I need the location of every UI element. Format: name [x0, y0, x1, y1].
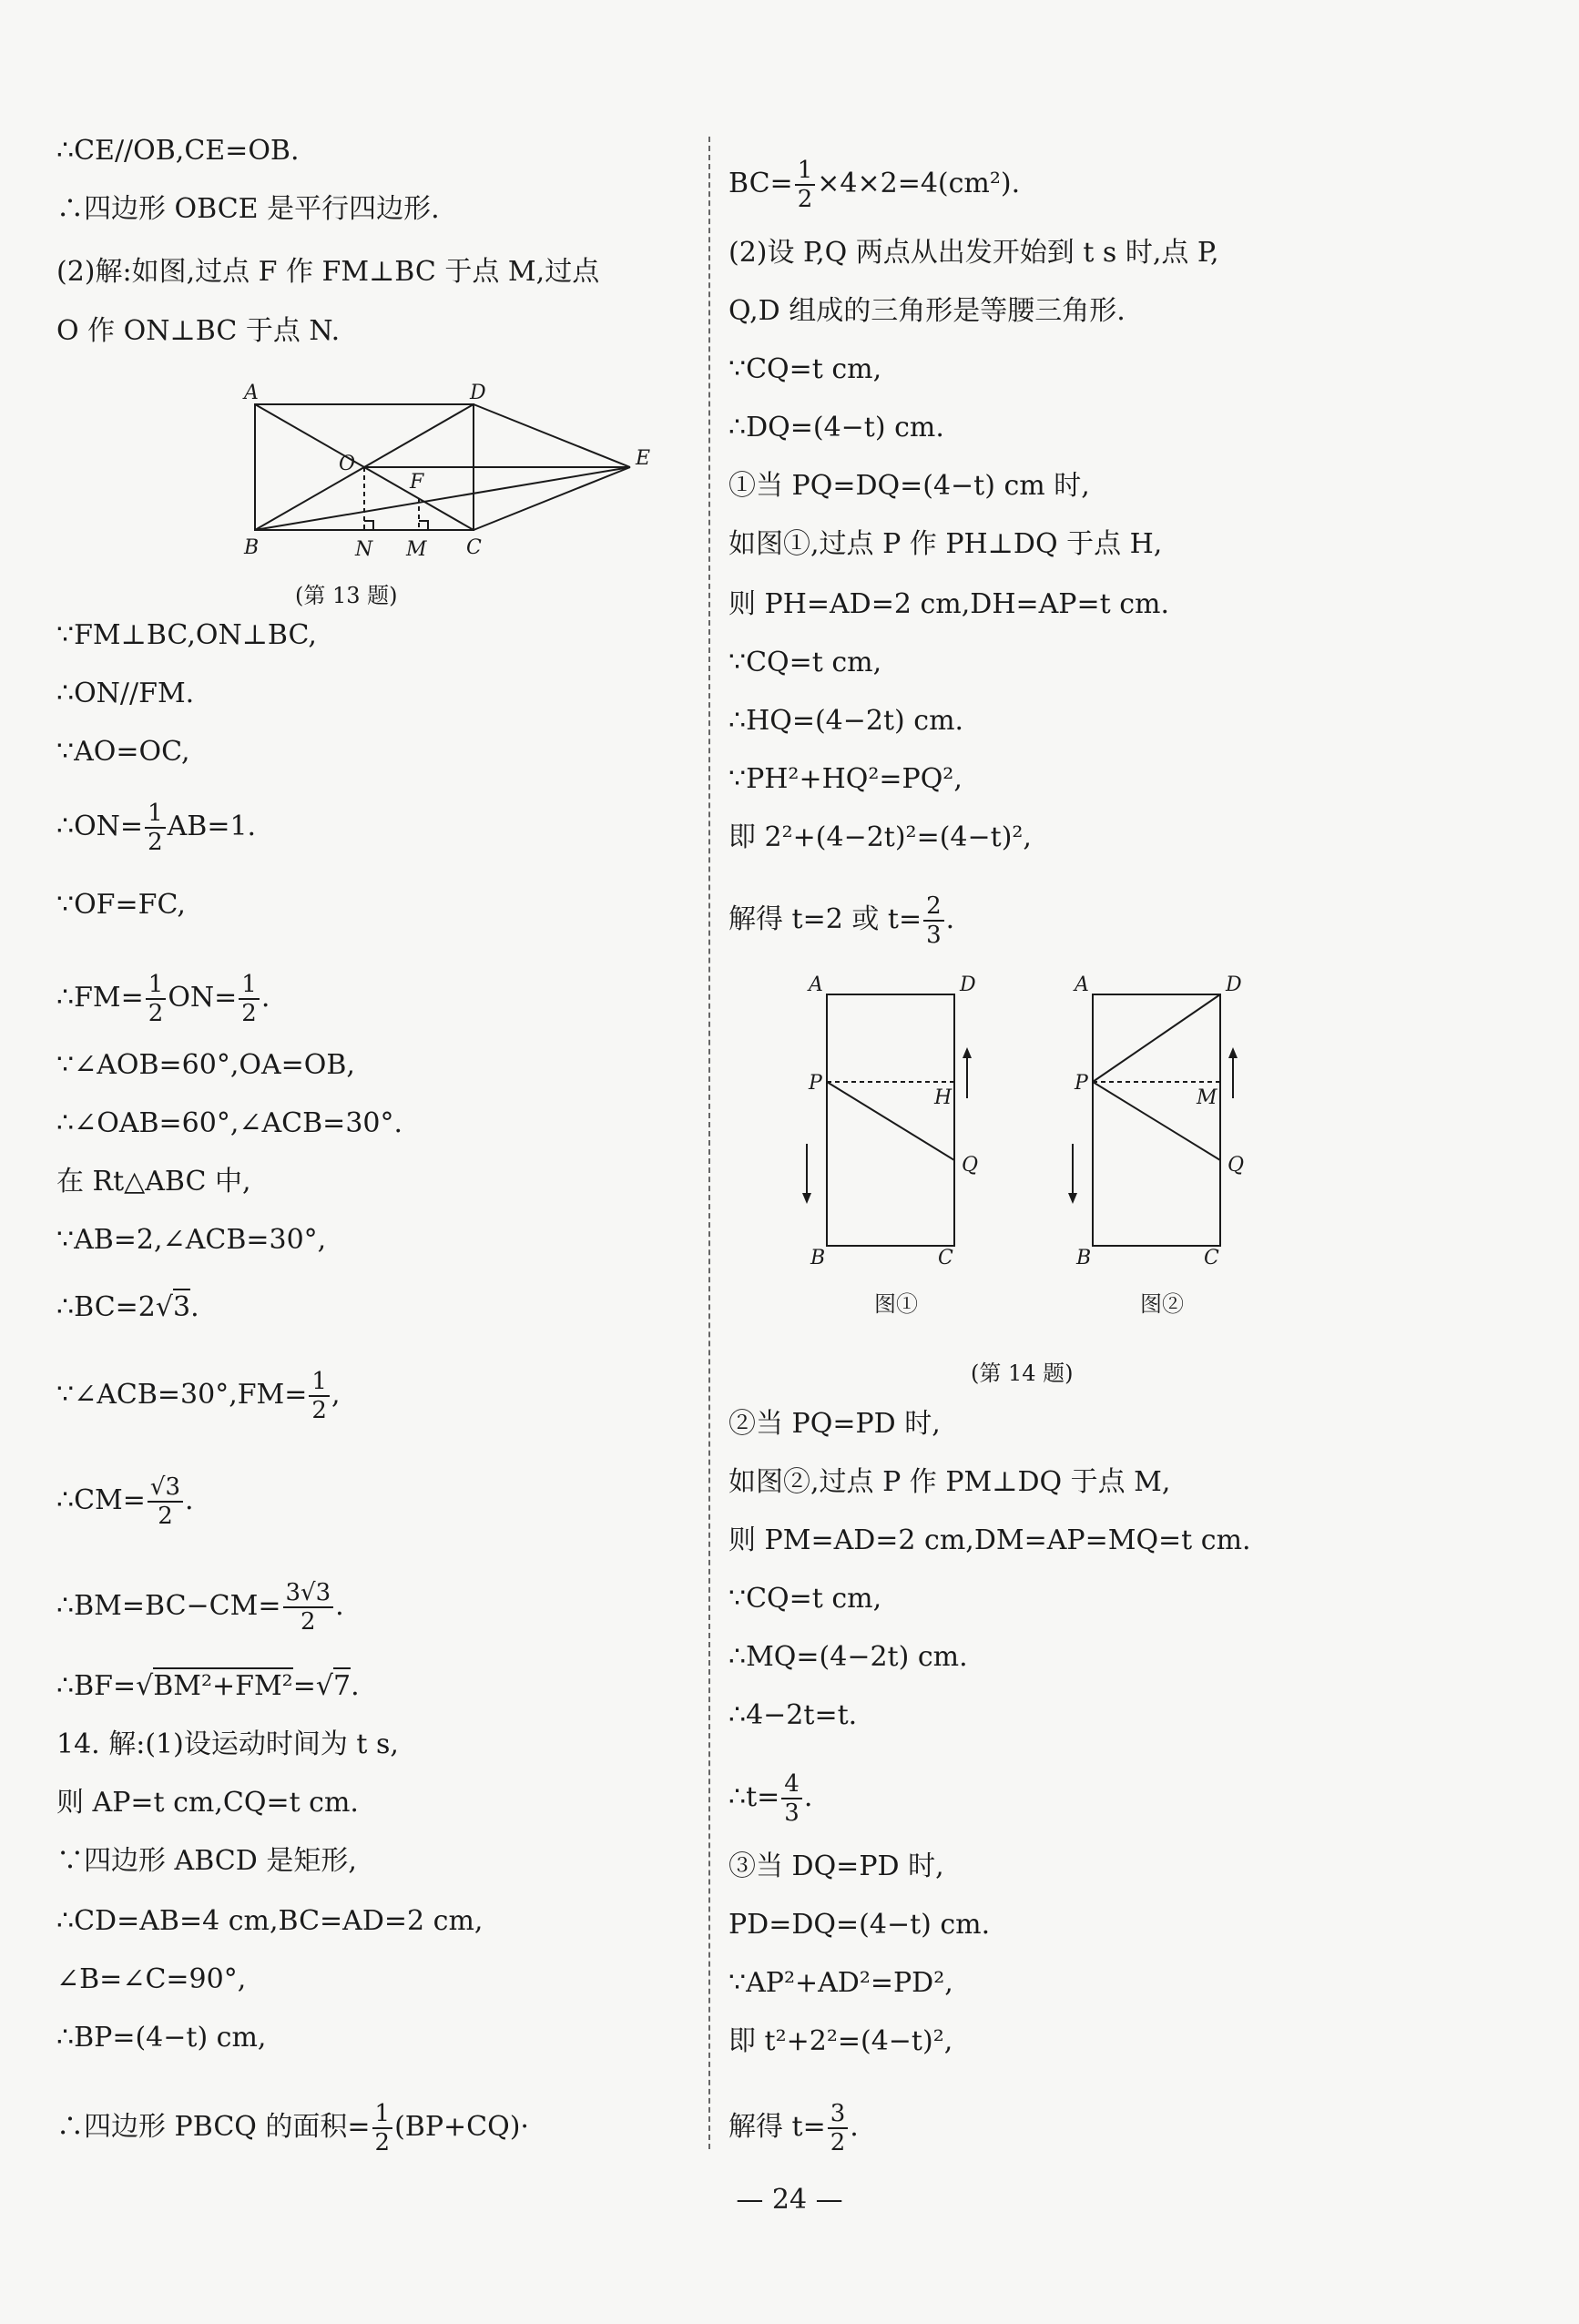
fraction: $\frac{3√3}{2}$: [283, 1579, 334, 1636]
label-B: B: [1076, 1247, 1092, 1269]
column-divider: [708, 137, 710, 2149]
text-line: ∴MQ=(4−2t) cm.: [728, 1641, 968, 1673]
figure-14-2-caption: 图②: [1140, 1291, 1184, 1317]
equation-line: ∴BF=√BM²+FM²=√7.: [56, 1668, 360, 1705]
text-line: ∴4−2t=t.: [728, 1699, 858, 1731]
label-E: E: [636, 447, 651, 470]
text-line: 在 Rt△ABC 中,: [56, 1166, 251, 1198]
text-line: 即 2²+(4−2t)²=(4−t)²,: [728, 821, 1032, 853]
text-line: ∵AP²+AD²=PD²,: [728, 1967, 953, 1999]
text-line: 如图①,过点 P 作 PH⊥DQ 于点 H,: [728, 528, 1163, 560]
label-Q: Q: [1228, 1154, 1245, 1177]
equation-line: 解得 t= $\frac{3}{2}$ .: [728, 2100, 859, 2156]
text-line: ∴CD=AB=4 cm,BC=AD=2 cm,: [56, 1905, 484, 1937]
fraction: $\frac{1}{2}$: [146, 971, 167, 1027]
equation-line: 解得 t=2 或 t= $\frac{2}{3}$ .: [728, 892, 955, 949]
text-line: ∴四边形 OBCE 是平行四边形.: [56, 193, 440, 225]
text-line: ∵PH²+HQ²=PQ²,: [728, 763, 963, 795]
text-line: 即 t²+2²=(4−t)²,: [728, 2025, 953, 2057]
text-line: 14. 解:(1)设运动时间为 t s,: [56, 1728, 399, 1760]
text-line: ∴HQ=(4−2t) cm.: [728, 705, 964, 737]
equation-line: ∴BM=BC−CM= $\frac{3√3}{2}$ .: [56, 1579, 344, 1636]
figure-14-1: [790, 971, 979, 1269]
equation-line: ∴ON= $\frac{1}{2}$ AB=1.: [56, 800, 257, 856]
label-D: D: [1226, 973, 1242, 996]
text-line: ∵CQ=t cm,: [728, 647, 882, 678]
label-O: O: [339, 453, 356, 475]
fraction: $\frac{3}{2}$: [828, 2100, 849, 2156]
text-line: ∴BP=(4−t) cm,: [56, 2022, 267, 2054]
fraction: $\frac{√3}{2}$: [148, 1473, 183, 1530]
text-line: ∴ON//FM.: [56, 678, 195, 709]
text-line: ∵AB=2,∠ACB=30°,: [56, 1224, 327, 1256]
text-line: ∵∠AOB=60°,OA=OB,: [56, 1049, 355, 1081]
label-F: F: [410, 471, 424, 494]
equation-line: BC= $\frac{1}{2}$ ×4×2=4(cm²).: [728, 157, 1021, 213]
label-A: A: [244, 382, 259, 404]
text-line: ∵CQ=t cm,: [728, 1583, 882, 1615]
label-Q: Q: [962, 1154, 979, 1177]
label-C: C: [1204, 1247, 1219, 1269]
text-line: ∴DQ=(4−t) cm.: [728, 412, 944, 443]
equation-line: ∴四边形 PBCQ 的面积= $\frac{1}{2}$ (BP+CQ)·: [56, 2100, 529, 2156]
label-C: C: [938, 1247, 953, 1269]
label-A: A: [809, 973, 823, 996]
equation-line: ∴BC=2√3.: [56, 1289, 199, 1326]
page-number: — 24 —: [736, 2184, 843, 2216]
figure-14-caption: (第 14 题): [971, 1361, 1074, 1386]
label-P: P: [809, 1072, 822, 1095]
text-line: 如图②,过点 P 作 PM⊥DQ 于点 M,: [728, 1466, 1171, 1498]
figure-13-caption: (第 13 题): [295, 583, 398, 608]
figure-14-1-caption: 图①: [874, 1291, 918, 1317]
fraction: $\frac{1}{2}$: [239, 971, 260, 1027]
label-C: C: [466, 536, 482, 559]
text-line: 则 PH=AD=2 cm,DH=AP=t cm.: [728, 588, 1169, 620]
text-line: ∵CQ=t cm,: [728, 353, 882, 385]
label-M: M: [406, 538, 427, 561]
label-B: B: [810, 1247, 826, 1269]
text-line: 则 AP=t cm,CQ=t cm.: [56, 1787, 359, 1819]
text-line: ①当 PQ=DQ=(4−t) cm 时,: [728, 470, 1090, 502]
text-line: ∵AO=OC,: [56, 736, 190, 768]
text-line: O 作 ON⊥BC 于点 N.: [56, 315, 341, 347]
label-H: H: [934, 1086, 952, 1109]
label-B: B: [244, 536, 260, 559]
fraction: $\frac{2}{3}$: [923, 892, 944, 949]
fraction: $\frac{1}{2}$: [795, 157, 816, 213]
label-M: M: [1197, 1086, 1217, 1109]
text-line: (2)解:如图,过点 F 作 FM⊥BC 于点 M,过点: [56, 256, 600, 288]
text-line: ∵FM⊥BC,ON⊥BC,: [56, 619, 317, 651]
text-line: (2)设 P,Q 两点从出发开始到 t s 时,点 P,: [728, 237, 1219, 269]
text-line: ∵四边形 ABCD 是矩形,: [56, 1845, 357, 1877]
fraction: $\frac{1}{2}$: [372, 2100, 393, 2156]
figure-13: [175, 373, 739, 565]
text-line: 则 PM=AD=2 cm,DM=AP=MQ=t cm.: [728, 1524, 1251, 1556]
text-line: ∵OF=FC,: [56, 889, 186, 921]
text-line: ③当 DQ=PD 时,: [728, 1850, 944, 1882]
label-N: N: [355, 538, 373, 561]
text-line: ∴CE//OB,CE=OB.: [56, 135, 300, 167]
equation-line: ∴t= $\frac{4}{3}$ .: [728, 1770, 813, 1827]
label-A: A: [1075, 973, 1089, 996]
text-line: PD=DQ=(4−t) cm.: [728, 1909, 991, 1941]
fraction: $\frac{1}{2}$: [145, 800, 166, 856]
label-D: D: [960, 973, 976, 996]
text-line: ②当 PQ=PD 时,: [728, 1408, 941, 1440]
figure-14-2: [1056, 971, 1245, 1269]
fraction: $\frac{4}{3}$: [781, 1770, 802, 1827]
equation-line: ∴CM= $\frac{√3}{2}$ .: [56, 1473, 194, 1530]
text-line: Q,D 组成的三角形是等腰三角形.: [728, 295, 1126, 327]
fraction: $\frac{1}{2}$: [309, 1368, 330, 1424]
text-line: ∠B=∠C=90°,: [56, 1963, 247, 1995]
equation-line: ∵∠ACB=30°,FM= $\frac{1}{2}$ ,: [56, 1368, 341, 1424]
text-line: ∴∠OAB=60°,∠ACB=30°.: [56, 1107, 403, 1139]
label-D: D: [470, 382, 486, 404]
label-P: P: [1075, 1072, 1088, 1095]
equation-line: ∴FM= $\frac{1}{2}$ ON= $\frac{1}{2}$ .: [56, 971, 270, 1027]
